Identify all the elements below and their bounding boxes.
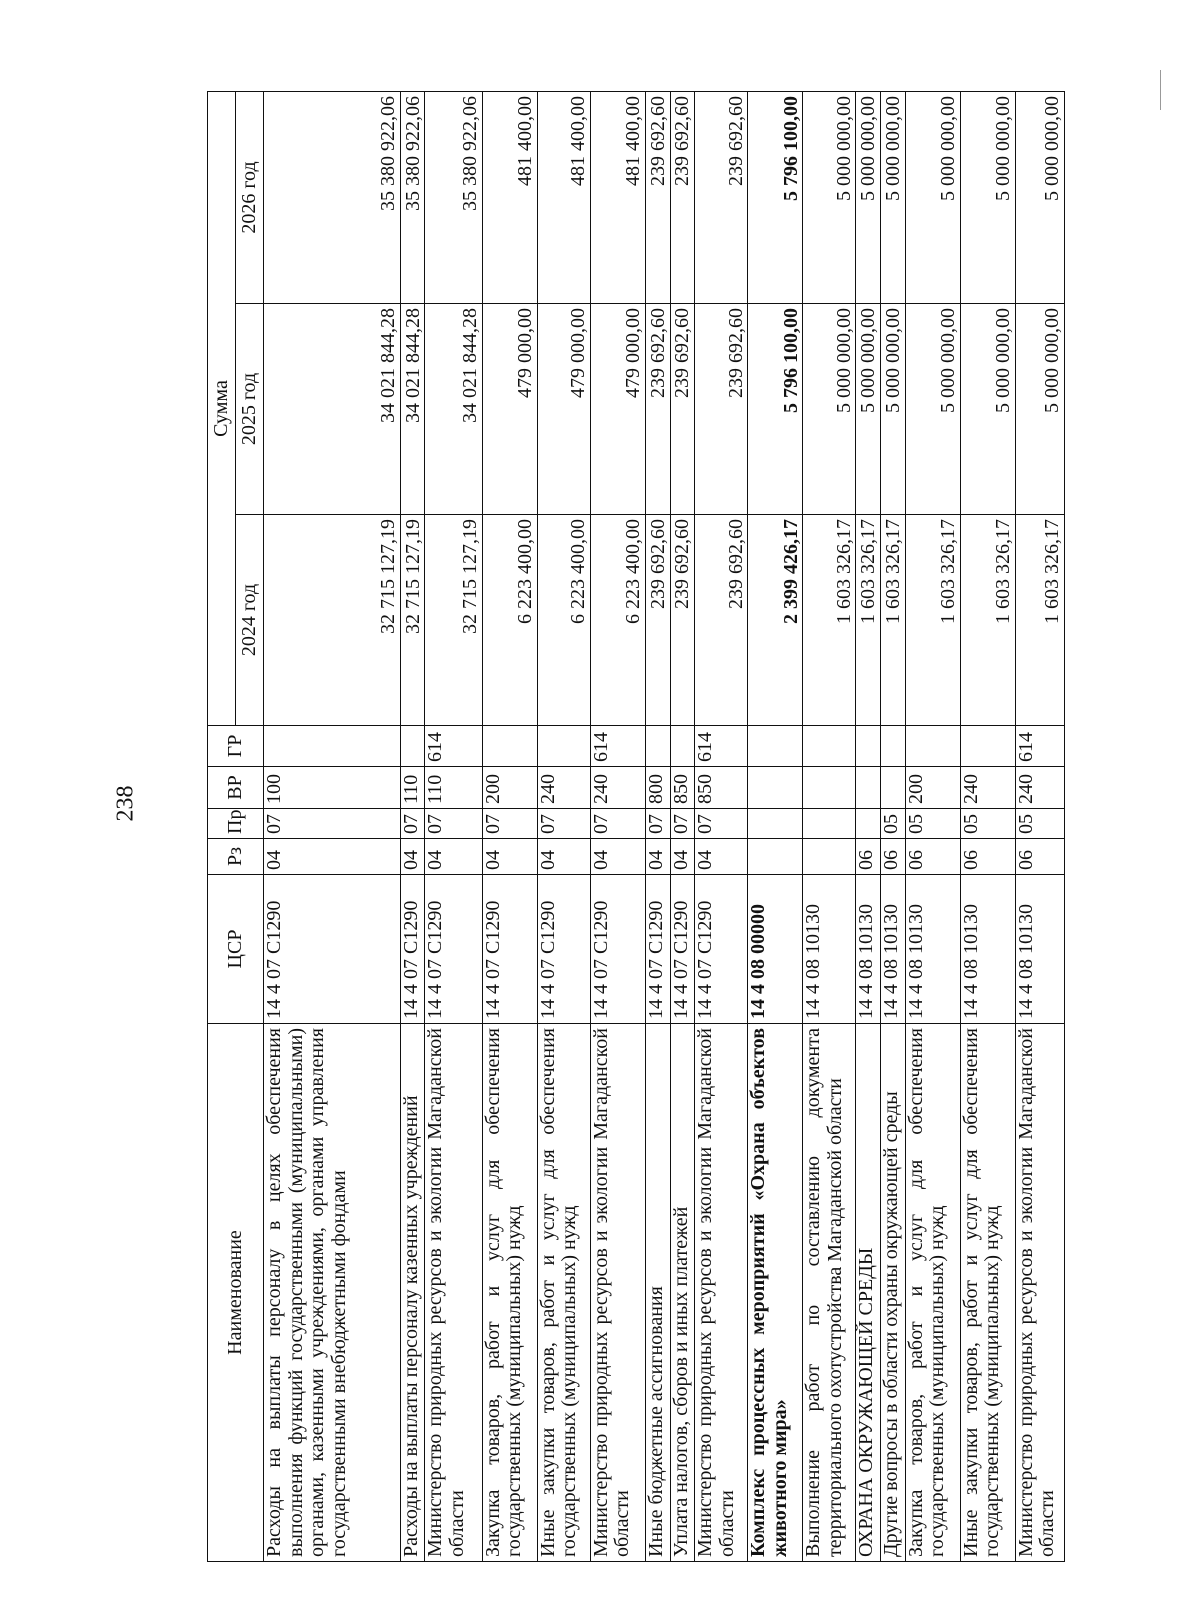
row-sum-2025: 5 000 000,00 [881, 304, 906, 515]
row-pr: 07 [482, 809, 537, 839]
row-sum-2025: 479 000,00 [482, 304, 537, 515]
table-row [590, 91, 645, 1561]
row-sum-2025: 5 000 000,00 [960, 304, 1015, 515]
table-row [960, 91, 1015, 1561]
row-gr [482, 726, 537, 767]
row-gr [748, 726, 803, 767]
row-csr: 14 4 07 С1290 [590, 875, 645, 1024]
row-sum-2026: 481 400,00 [590, 91, 645, 303]
row-sum-2024: 1 603 326,17 [905, 515, 960, 726]
row-rz: 04 [695, 839, 748, 875]
row-vr [856, 767, 881, 809]
row-sum-2026: 35 380 922,06 [425, 91, 482, 303]
table-row [425, 91, 482, 1561]
row-sum-2024: 6 223 400,00 [590, 515, 645, 726]
row-sum-2025: 34 021 844,28 [425, 304, 482, 515]
budget-table [207, 91, 1065, 1562]
row-gr: 614 [1015, 726, 1064, 767]
table-row [670, 91, 695, 1561]
row-gr [646, 726, 671, 767]
row-pr: 07 [264, 809, 401, 839]
row-sum-2025: 5 000 000,00 [856, 304, 881, 515]
row-csr: 14 4 07 С1290 [400, 875, 425, 1024]
row-rz: 04 [425, 839, 482, 875]
row-csr: 14 4 08 10130 [1015, 875, 1064, 1024]
row-sum-2026: 239 692,60 [695, 91, 748, 303]
row-rz: 04 [646, 839, 671, 875]
row-sum-2024: 239 692,60 [646, 515, 671, 726]
row-vr [881, 767, 906, 809]
row-sum-2026: 239 692,60 [646, 91, 671, 303]
row-sum-2026: 35 380 922,06 [400, 91, 425, 303]
row-sum-2024: 1 603 326,17 [1015, 515, 1064, 726]
row-rz: 04 [670, 839, 695, 875]
row-pr: 07 [400, 809, 425, 839]
row-vr: 110 [425, 767, 482, 809]
row-pr: 07 [695, 809, 748, 839]
row-pr: 07 [537, 809, 590, 839]
row-sum-2024: 6 223 400,00 [482, 515, 537, 726]
row-vr: 200 [482, 767, 537, 809]
row-rz: 06 [960, 839, 1015, 875]
row-name: Закупка товаров, работ и услуг для обеспечения государственных (муниципальных) нужд [905, 1024, 960, 1562]
row-sum-2025: 5 000 000,00 [905, 304, 960, 515]
header-gr: ГР [208, 726, 264, 767]
row-vr: 240 [590, 767, 645, 809]
row-csr: 14 4 08 10130 [905, 875, 960, 1024]
row-pr: 05 [905, 809, 960, 839]
row-sum-2024: 32 715 127,19 [400, 515, 425, 726]
row-vr [803, 767, 856, 809]
row-pr: 05 [881, 809, 906, 839]
row-sum-2024: 1 603 326,17 [881, 515, 906, 726]
row-sum-2024: 6 223 400,00 [537, 515, 590, 726]
row-sum-2026: 5 000 000,00 [1015, 91, 1064, 303]
row-sum-2025: 479 000,00 [537, 304, 590, 515]
header-rz: Рз [208, 839, 264, 875]
header-2024: 2024 год [236, 515, 264, 726]
row-gr [537, 726, 590, 767]
row-sum-2026: 35 380 922,06 [264, 91, 401, 303]
row-sum-2025: 34 021 844,28 [264, 304, 401, 515]
header-2025: 2025 год [236, 304, 264, 515]
row-pr [856, 809, 881, 839]
row-pr: 05 [1015, 809, 1064, 839]
row-rz: 06 [856, 839, 881, 875]
row-sum-2024: 32 715 127,19 [425, 515, 482, 726]
row-csr: 14 4 08 10130 [881, 875, 906, 1024]
row-sum-2024: 239 692,60 [670, 515, 695, 726]
row-csr: 14 4 07 С1290 [264, 875, 401, 1024]
row-sum-2026: 481 400,00 [482, 91, 537, 303]
row-gr [400, 726, 425, 767]
row-sum-2026: 5 000 000,00 [856, 91, 881, 303]
table-row [856, 91, 881, 1561]
row-vr: 850 [695, 767, 748, 809]
row-csr: 14 4 07 С1290 [695, 875, 748, 1024]
row-csr: 14 4 07 С1290 [646, 875, 671, 1024]
row-vr: 850 [670, 767, 695, 809]
header-csr: ЦСР [208, 875, 264, 1024]
row-gr [264, 726, 401, 767]
row-sum-2025: 5 000 000,00 [1015, 304, 1064, 515]
row-sum-2025: 239 692,60 [646, 304, 671, 515]
row-name: Иные закупки товаров, работ и услуг для обеспечения государственных (муниципальных) нужд [537, 1024, 590, 1562]
row-sum-2024: 1 603 326,17 [960, 515, 1015, 726]
table-row [400, 91, 425, 1561]
row-name: Расходы на выплаты персоналу в целях обеспечения выполнения функций государственными (муниципальными) органами, казенными учреждениями, органами управления государственными внебюджетными фондами [264, 1024, 401, 1562]
row-pr: 05 [960, 809, 1015, 839]
row-rz: 04 [537, 839, 590, 875]
row-sum-2024: 1 603 326,17 [803, 515, 856, 726]
row-pr [748, 809, 803, 839]
row-name: Иные бюджетные ассигнования [646, 1024, 671, 1562]
row-gr [905, 726, 960, 767]
row-name: Другие вопросы в области охраны окружающей среды [881, 1024, 906, 1562]
row-gr [670, 726, 695, 767]
row-sum-2025: 5 000 000,00 [803, 304, 856, 515]
header-pr: Пр [208, 809, 264, 839]
row-rz: 04 [590, 839, 645, 875]
table-row [881, 91, 906, 1561]
row-sum-2026: 5 000 000,00 [881, 91, 906, 303]
row-sum-2026: 5 796 100,00 [748, 91, 803, 303]
table-row [264, 91, 401, 1561]
row-vr: 200 [905, 767, 960, 809]
row-name: ОХРАНА ОКРУЖАЮЩЕЙ СРЕДЫ [856, 1024, 881, 1562]
row-sum-2025: 34 021 844,28 [400, 304, 425, 515]
header-vr: ВР [208, 767, 264, 809]
row-vr: 100 [264, 767, 401, 809]
row-rz: 04 [264, 839, 401, 875]
row-sum-2026: 239 692,60 [670, 91, 695, 303]
row-pr: 07 [646, 809, 671, 839]
row-name: Уплата налогов, сборов и иных платежей [670, 1024, 695, 1562]
row-sum-2025: 5 796 100,00 [748, 304, 803, 515]
row-gr: 614 [695, 726, 748, 767]
row-csr: 14 4 07 С1290 [670, 875, 695, 1024]
row-name: Комплекс процессных мероприятий «Охрана объектов животного мира» [748, 1024, 803, 1562]
header-sum: Сумма [208, 91, 236, 725]
row-sum-2026: 5 000 000,00 [960, 91, 1015, 303]
row-csr: 14 4 08 00000 [748, 875, 803, 1024]
row-sum-2024: 239 692,60 [695, 515, 748, 726]
row-gr [960, 726, 1015, 767]
table-row [482, 91, 537, 1561]
row-pr: 07 [670, 809, 695, 839]
row-rz [748, 839, 803, 875]
row-pr: 07 [590, 809, 645, 839]
row-rz: 06 [1015, 839, 1064, 875]
row-gr: 614 [590, 726, 645, 767]
row-gr [856, 726, 881, 767]
row-pr: 07 [425, 809, 482, 839]
row-name: Министерство природных ресурсов и экологии Магаданской области [695, 1024, 748, 1562]
row-name: Иные закупки товаров, работ и услуг для обеспечения государственных (муниципальных) нужд [960, 1024, 1015, 1562]
row-name: Министерство природных ресурсов и экологии Магаданской области [590, 1024, 645, 1562]
row-sum-2024: 2 399 426,17 [748, 515, 803, 726]
row-vr: 800 [646, 767, 671, 809]
row-pr [803, 809, 856, 839]
row-name: Министерство природных ресурсов и экологии Магаданской области [1015, 1024, 1064, 1562]
table-row [646, 91, 671, 1561]
row-rz: 04 [400, 839, 425, 875]
row-csr: 14 4 07 С1290 [537, 875, 590, 1024]
row-rz: 06 [905, 839, 960, 875]
row-name: Министерство природных ресурсов и экологии Магаданской области [425, 1024, 482, 1562]
row-name: Выполнение работ по составлению документа территориального охотустройства Магаданской области [803, 1024, 856, 1562]
row-name: Закупка товаров, работ и услуг для обеспечения государственных (муниципальных) нужд [482, 1024, 537, 1562]
table-row [537, 91, 590, 1561]
page-number: 238 [112, 785, 139, 822]
row-rz [803, 839, 856, 875]
row-sum-2025: 479 000,00 [590, 304, 645, 515]
row-csr: 14 4 07 С1290 [425, 875, 482, 1024]
row-gr [803, 726, 856, 767]
row-sum-2025: 239 692,60 [695, 304, 748, 515]
row-rz: 06 [881, 839, 906, 875]
header-name: Наименование [208, 1024, 264, 1562]
row-name: Расходы на выплаты персоналу казенных учреждений [400, 1024, 425, 1562]
row-sum-2025: 239 692,60 [670, 304, 695, 515]
row-sum-2024: 32 715 127,19 [264, 515, 401, 726]
table-body [264, 91, 1065, 1561]
table-row [1015, 91, 1064, 1561]
row-csr: 14 4 08 10130 [960, 875, 1015, 1024]
row-sum-2026: 481 400,00 [537, 91, 590, 303]
row-vr: 240 [537, 767, 590, 809]
table-row [803, 91, 856, 1561]
row-csr: 14 4 07 С1290 [482, 875, 537, 1024]
row-sum-2026: 5 000 000,00 [905, 91, 960, 303]
table-row [905, 91, 960, 1561]
row-vr: 240 [960, 767, 1015, 809]
row-sum-2024: 1 603 326,17 [856, 515, 881, 726]
budget-table-container [207, 92, 1065, 1562]
table-row [695, 91, 748, 1561]
row-gr: 614 [425, 726, 482, 767]
row-vr: 240 [1015, 767, 1064, 809]
header-2026: 2026 год [236, 91, 264, 303]
scan-mark [1160, 70, 1161, 110]
row-vr: 110 [400, 767, 425, 809]
row-sum-2026: 5 000 000,00 [803, 91, 856, 303]
row-vr [748, 767, 803, 809]
row-csr: 14 4 08 10130 [856, 875, 881, 1024]
row-gr [881, 726, 906, 767]
row-rz: 04 [482, 839, 537, 875]
row-csr: 14 4 08 10130 [803, 875, 856, 1024]
table-row [748, 91, 803, 1561]
